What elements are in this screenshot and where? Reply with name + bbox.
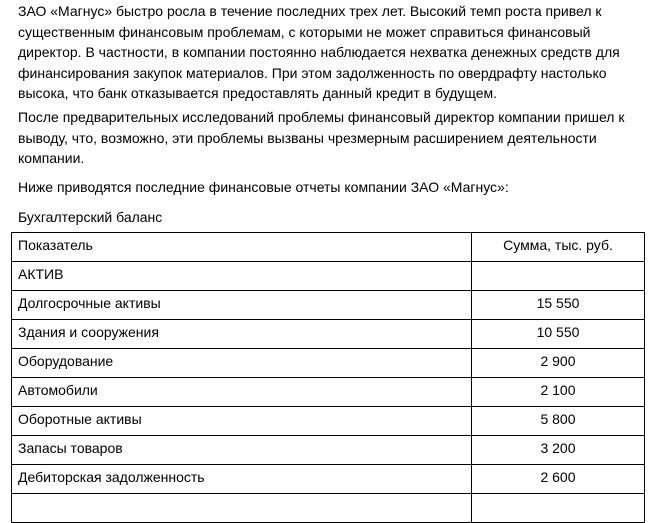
table-row <box>12 436 645 465</box>
row-value: 3 200 <box>472 436 645 465</box>
row-label: Запасы товаров <box>12 436 472 465</box>
table-header-row <box>12 233 645 262</box>
row-value: 5 800 <box>472 407 645 436</box>
table-row <box>12 349 645 378</box>
row-label: Оборудование <box>12 349 472 378</box>
row-label: Долгосрочные активы <box>12 291 472 320</box>
row-label: Здания и сооружения <box>12 320 472 349</box>
table-row <box>12 262 645 291</box>
table-row <box>12 494 645 523</box>
row-label: АКТИВ <box>12 262 472 291</box>
intro-paragraph-2: После предварительных исследований проблемы финансовый директор компании пришел к выводу, что, возможно, эти проблемы вызваны чрезмерным расширением деятельности компании. <box>18 109 625 166</box>
table-row <box>12 465 645 494</box>
row-value: 2 900 <box>472 349 645 378</box>
row-label: Оборотные активы <box>12 407 472 436</box>
row-value: 2 100 <box>472 378 645 407</box>
row-label <box>12 494 472 523</box>
intro-paragraph-1: ЗАО «Магнус» быстро росла в течение последних трех лет. Высокий темп роста привел к существенным финансовым проблемам, с которыми не может справиться финансовый директор. В частности, в компании постоянно наблюдается нехватка денежных средств для финансирования закупок материалов. При этом задолженность по овердрафту настолько высока, что банк отказывается предоставлять данный кредит в будущем. <box>18 3 620 101</box>
header-amount: Сумма, тыс. руб. <box>472 233 645 262</box>
row-value <box>472 262 645 291</box>
header-indicator: Показатель <box>12 233 472 262</box>
table-row <box>12 291 645 320</box>
row-label: Автомобили <box>12 378 472 407</box>
intro-paragraph-3: Ниже приводятся последние финансовые отчеты компании ЗАО «Магнус»: <box>18 179 509 195</box>
table-row <box>12 407 645 436</box>
row-value: 10 550 <box>472 320 645 349</box>
table-caption: Бухгалтерский баланс <box>18 209 163 225</box>
row-label: Дебиторская задолженность <box>12 465 472 494</box>
row-value <box>472 494 645 523</box>
row-value: 15 550 <box>472 291 645 320</box>
table-row <box>12 320 645 349</box>
table-row <box>12 378 645 407</box>
balance-table <box>11 232 645 523</box>
row-value: 2 600 <box>472 465 645 494</box>
